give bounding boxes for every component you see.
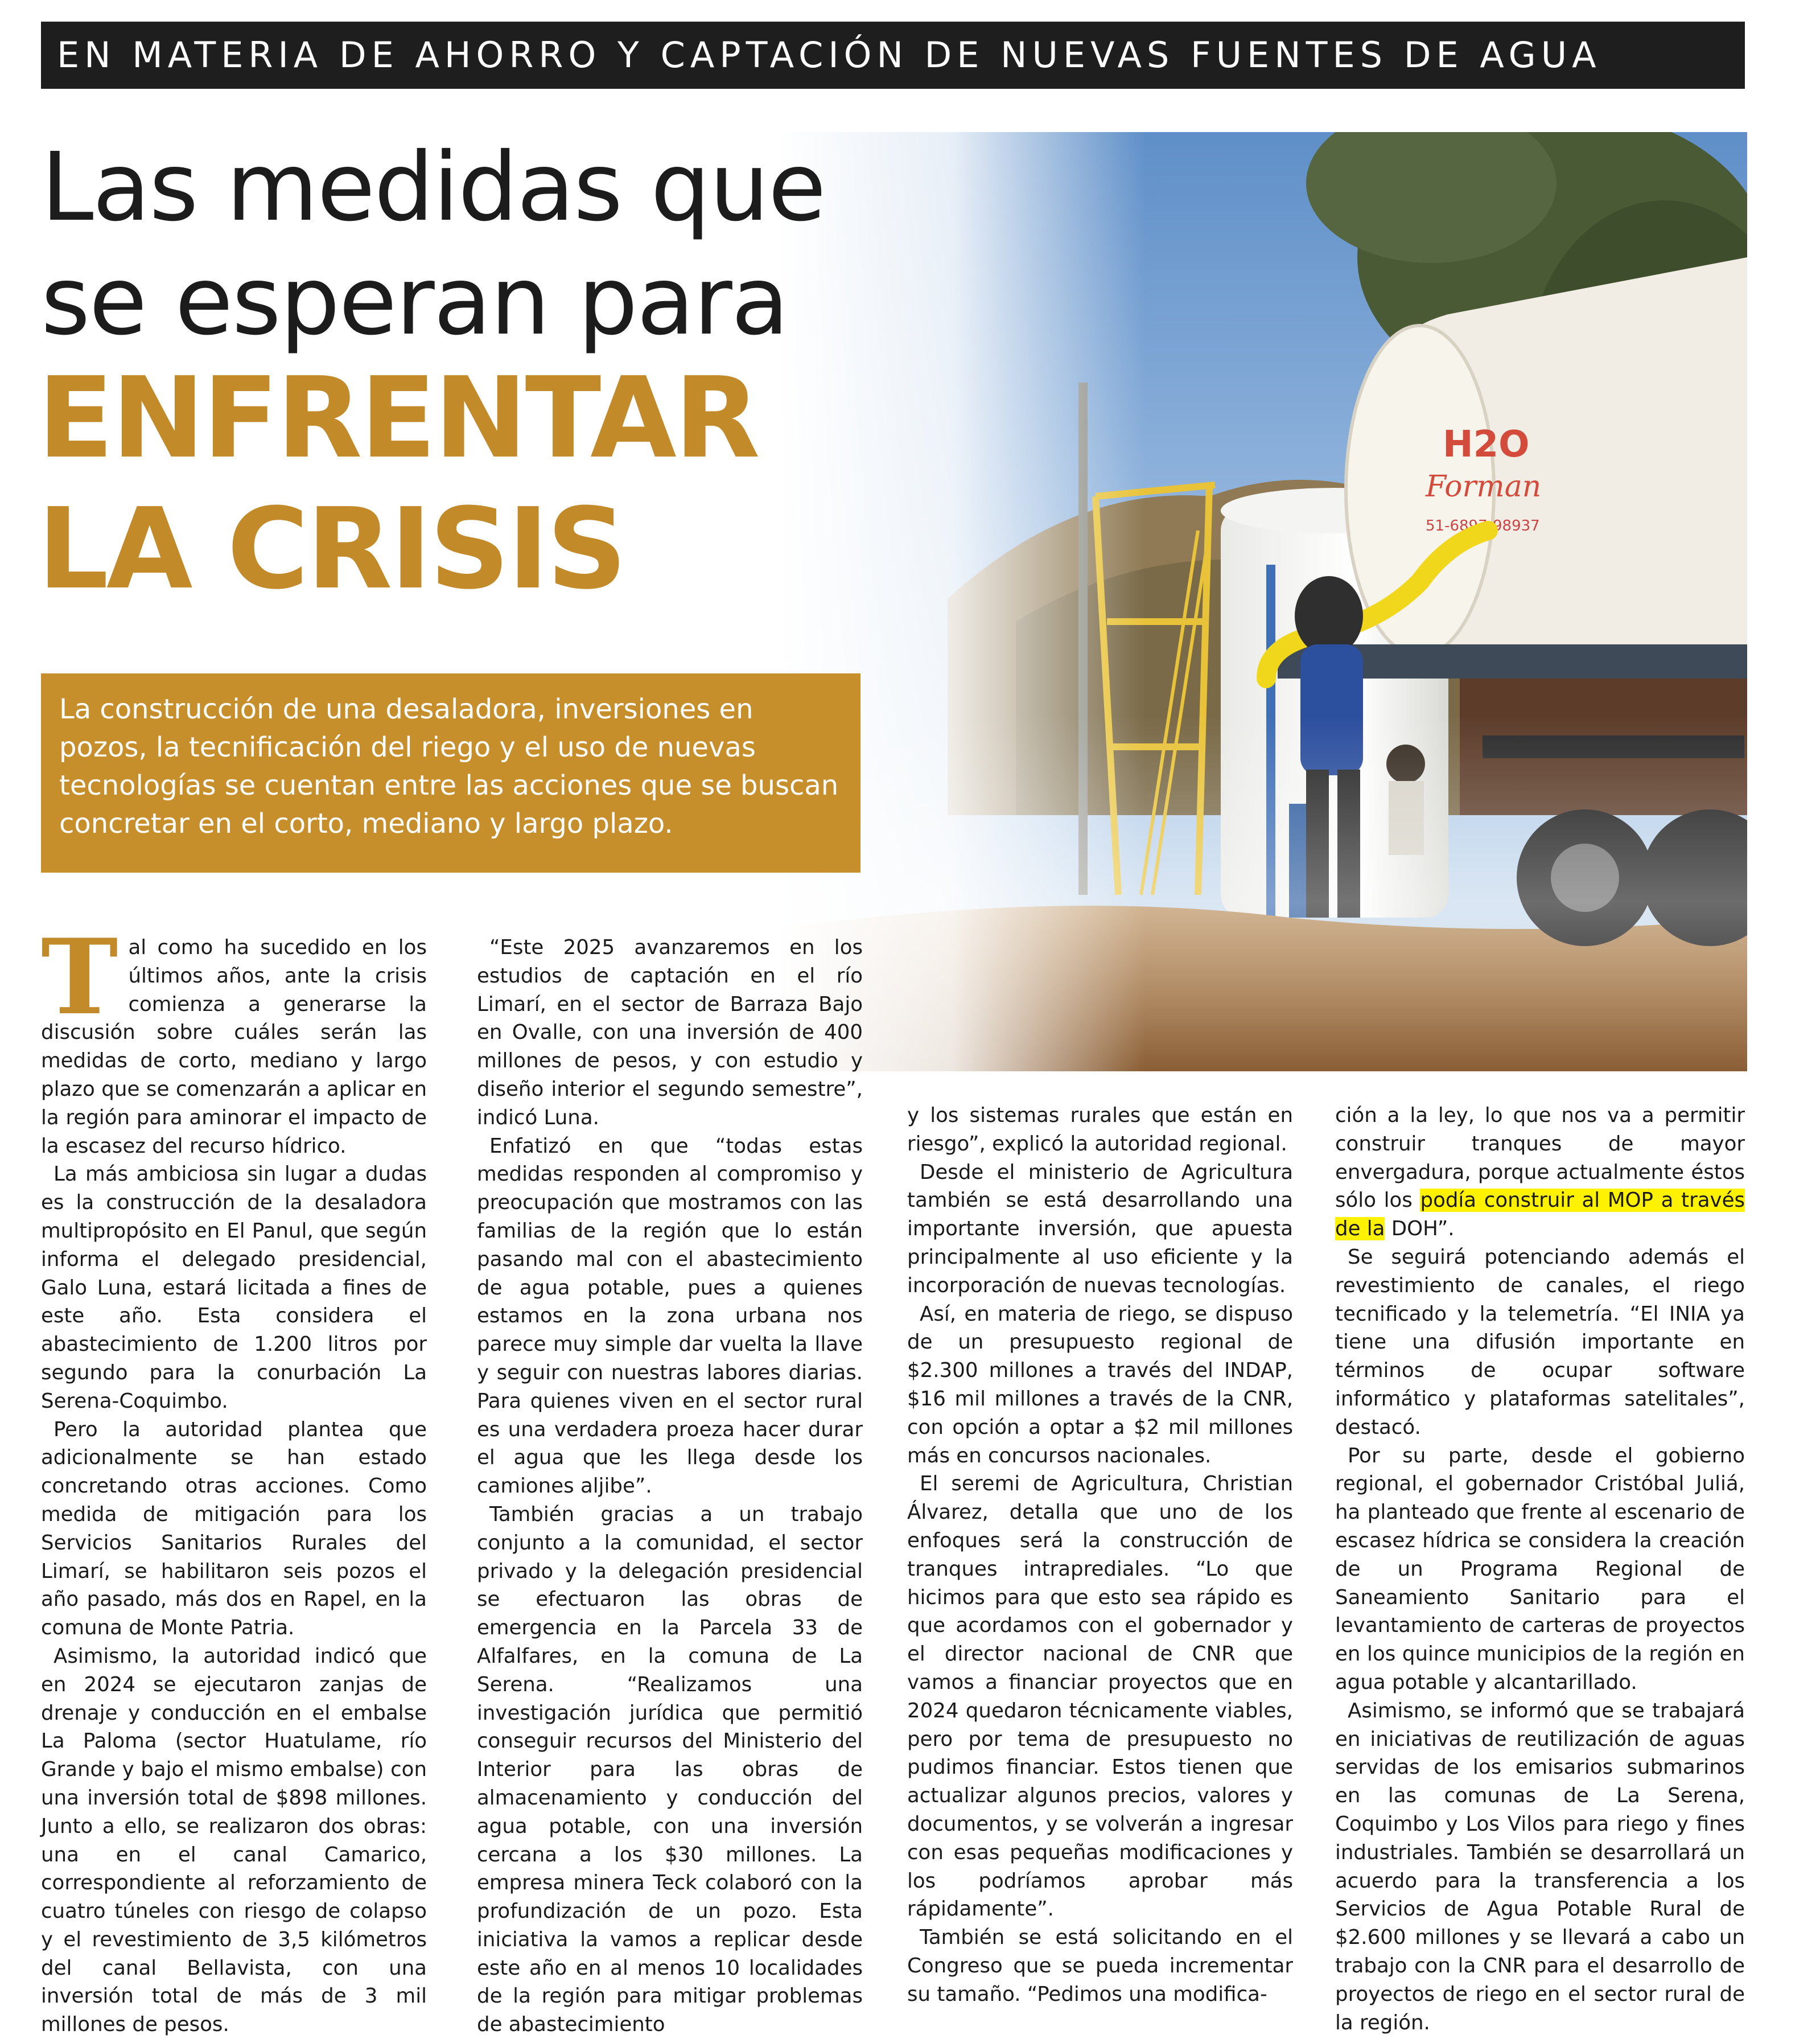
headline-line-1: Las medidas que <box>41 133 825 242</box>
headline-line-4: LA CRISIS <box>38 484 625 614</box>
paragraph: y los sistemas rurales que están en riesgo”, explicó la autoridad regional. <box>907 1104 1293 1156</box>
paragraph: “Este 2025 avanzaremos en los estudios de captación en el río Limarí, en el sector de Barraza Bajo en Ovalle, con una inversión de 400 millones de pesos, y con estudio y diseño interior el segundo semestre”, indicó Luna. <box>477 936 863 1129</box>
paragraph: Enfatizó en que “todas estas medidas responden al compromiso y preocupación que mostramos con las familias de la región que lo están pasando mal con el abastecimiento de agua potable, pues a quienes estamos en la zona urbana nos parece muy simple dar vuelta la llave y seguir con nuestras labores diarias. Para quienes viven en el sector rural es una verdadera proeza hacer durar el agua que les llega desde los camiones aljibe”. <box>477 1134 863 1498</box>
headline-line-2: se esperan para <box>41 246 788 356</box>
paragraph: Asimismo, se informó que se trabajará en iniciativas de reutilización de aguas servidas de los emisarios submarinos en las comunas de La Serena, Coquimbo y Los Vilos para riego y fines industriales. También se desarrollará un acuerdo para la transferencia a los Servicios de Agua Potable Rural de $2.600 millones y se llevará a cabo un trabajo con la CNR para el desarrollo de proyectos de riego en el sector rural de la región. <box>1335 1699 1745 2034</box>
lede-box <box>41 673 860 873</box>
text-run: ción a la ley, lo que nos va a permitir construir tranques de mayor envergadura, porque actualmente éstos sólo los <box>1335 1104 1745 1212</box>
paragraph: Asimismo, la autoridad indicó que en 2024 se ejecutaron zanjas de drenaje y conducción en el embalse La Paloma (sector Huatulame, río Grande y bajo el mismo embalse) con una inversión total de $898 millones. Junto a ello, se realizaron dos obras: una en el canal Camarico, correspondiente al reforzamiento de cuatro túneles con riesgo de colapso y el revestimiento de 3,5 kilómetros del canal Bellavista, con una inversión total de más de 3 mil millones de pesos. <box>41 1644 427 2037</box>
article-photo <box>777 132 1747 1071</box>
paragraph: La más ambiciosa sin lugar a dudas es la construcción de la desaladora multipropósito en El Panul, que según informa el delegado presidencial, Galo Luna, estará licitada a fines de este año. Esta considera el abastecimiento de 1.200 litros por segundo para la conurbación La Serena-Coquimbo. <box>41 1162 427 1413</box>
paragraph: También se está solicitando en el Congreso que se pueda incrementar su tamaño. “Pedimos una modifica- <box>907 1926 1293 2006</box>
article-column-1 <box>41 916 427 2039</box>
headline-light <box>41 131 825 359</box>
drop-cap: T <box>41 916 118 1038</box>
paragraph: al como ha sucedido en los últimos años, ante la crisis comienza a generarse la discusión sobre cuáles serán las medidas de corto, mediano y largo plazo que se comenzarán a aplicar en la región para aminorar el impacto de la escasez del recurso hídrico. <box>41 936 427 1158</box>
article-column-4 <box>1335 1101 1745 2037</box>
paragraph <box>1335 1101 1745 1243</box>
paragraph: El seremi de Agricultura, Christian Álvarez, detalla que uno de los enfoques será la construcción de tranques intraprediales. “Lo que hicimos para que esto sea rápido es que acordamos con el gobernador y el director nacional de CNR que vamos a financiar proyectos que en 2024 quedaron técnicamente viables, pero por tema de presupuesto no pudimos financiar. Estos tienen que actualizar algunos precios, valores y documentos, y se volverán a ingresar con esas pequeñas modificaciones y los podríamos aprobar más rápidamente”. <box>907 1472 1293 1921</box>
section-kicker: EN MATERIA DE AHORRO Y CAPTACIÓN DE NUEVAS FUENTES DE AGUA <box>41 22 1745 89</box>
article-column-2 <box>477 934 863 2039</box>
paragraph: Así, en materia de riego, se dispuso de un presupuesto regional de $2.300 millones a través del INDAP, $16 mil millones a través de la CNR, con opción a optar a $2 mil millones más en concursos nacionales. <box>907 1302 1293 1467</box>
headline-line-3: ENFRENTAR <box>38 353 758 483</box>
paragraph: Desde el ministerio de Agricultura también se está desarrollando una importante inversión, que apuesta principalmente al uso eficiente y la incorporación de nuevas tecnologías. <box>907 1160 1293 1297</box>
text-run: DOH”. <box>1385 1217 1455 1241</box>
paragraph: Se seguirá potenciando además el revestimiento de canales, el riego tecnificado y la telemetría. “El INIA ya tiene una difusión importante en términos de ocupar software informático y plataformas satelitales”, destacó. <box>1335 1245 1745 1439</box>
headline-bold <box>38 353 758 615</box>
article-column-3 <box>907 1101 1293 2009</box>
paragraph: Pero la autoridad plantea que adicionalmente se han estado concretando otras acciones. Como medida de mitigación para los Servicios Sanitarios Rurales del Limarí, se habilitaron seis pozos el año pasado, más dos en Rapel, en la comuna de Monte Patria. <box>41 1417 427 1640</box>
paragraph: También gracias a un trabajo conjunto a la comunidad, el sector privado y la delegación presidencial se efectuaron las obras de emergencia en la Parcela 33 de Alfalfares, en la comuna de La Serena. “Realizamos una investigación jurídica que permitió conseguir recursos del Ministerio del Interior para las obras de almacenamiento y conducción del agua potable, con una inversión cercana a los $30 millones. La empresa minera Teck colaboró con la profundización de un pozo. Esta iniciativa la vamos a replicar desde este año en al menos 10 localidades de la región para mitigar problemas de abastecimiento <box>477 1502 863 2037</box>
highlighted-text: podía construir al MOP a través de la <box>1335 1189 1745 1241</box>
lede-text: La construcción de una desaladora, inversiones en pozos, la tecnificación del riego y el uso de nuevas tecnologías se cuentan entre las acciones que se buscan concretar en el corto, mediano y largo plazo. <box>59 693 839 840</box>
paragraph: Por su parte, desde el gobierno regional, el gobernador Cristóbal Juliá, ha planteado que frente al escenario de escasez hídrica se considera la creación de un Programa Regional de Saneamiento Sanitario para el levantamiento de carteras de proyectos en los quince municipios de la región en agua potable y alcantarillado. <box>1335 1444 1745 1694</box>
